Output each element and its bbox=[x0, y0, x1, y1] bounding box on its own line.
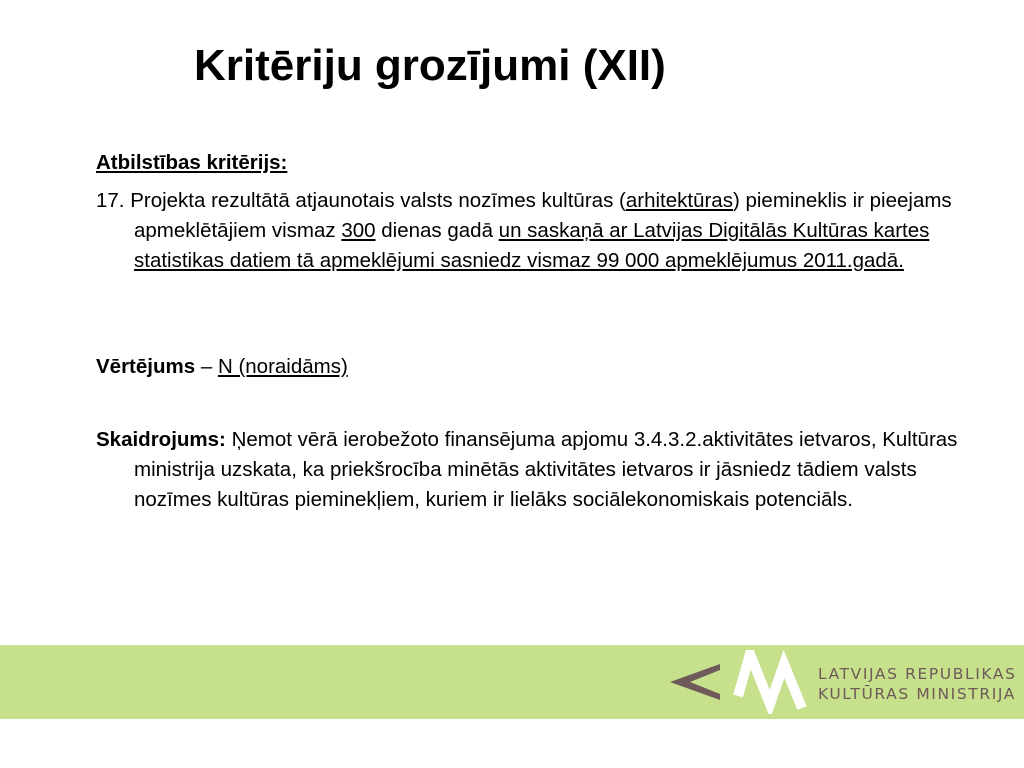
logo-chevron-icon bbox=[670, 664, 720, 700]
explanation-paragraph bbox=[96, 425, 996, 515]
ministry-logo-icon bbox=[668, 650, 808, 714]
evaluation-line bbox=[96, 352, 996, 382]
ministry-name-line-2: KULTŪRAS MINISTRIJA bbox=[818, 685, 1016, 703]
evaluation-dash: – bbox=[195, 355, 218, 378]
evaluation-value: N (noraidāms) bbox=[217, 355, 348, 378]
logo-m-icon bbox=[738, 654, 802, 708]
days-value: 300 bbox=[341, 219, 376, 242]
criterion-paragraph bbox=[96, 186, 996, 276]
criterion-text-2: ) piemineklis ir pieejams apmeklētājiem vismaz bbox=[134, 189, 952, 242]
explanation-text: Ņemot vērā ierobežoto finansējuma apjomu 3.4.3.2.aktivitātes ietvaros, Kultūras ministrija uzskata, ka priekšrocība minētās aktivitātes ietvaros ir jāsniedz tādiem valsts nozīmes kultūras pieminekļiem, kuriem ir lielāks sociālekonomiskais potenciāls. bbox=[134, 428, 958, 511]
criterion-heading bbox=[96, 148, 996, 178]
criterion-heading-text: Atbilstības kritērijs: bbox=[96, 151, 288, 174]
ministry-name-line-1: LATVIJAS REPUBLIKAS bbox=[818, 665, 1017, 683]
evaluation-label: Vērtējums bbox=[96, 355, 196, 378]
criterion-text-3: dienas gadā bbox=[375, 219, 499, 242]
criterion-condition: un saskaņā ar Latvijas Digitālās Kultūras kartes statistikas datiem tā apmeklējumi sasniedz vismaz 99 000 apmeklējumus 2011.gadā. bbox=[134, 219, 930, 272]
architecture-term: arhitektūras bbox=[625, 189, 733, 212]
ministry-name bbox=[818, 664, 1017, 704]
explanation-label: Skaidrojums: bbox=[96, 428, 226, 451]
criterion-text-1: 17. Projekta rezultātā atjaunotais valsts nozīmes kultūras ( bbox=[96, 189, 626, 212]
slide-title: Kritēriju grozījumi (XII) bbox=[194, 41, 666, 90]
